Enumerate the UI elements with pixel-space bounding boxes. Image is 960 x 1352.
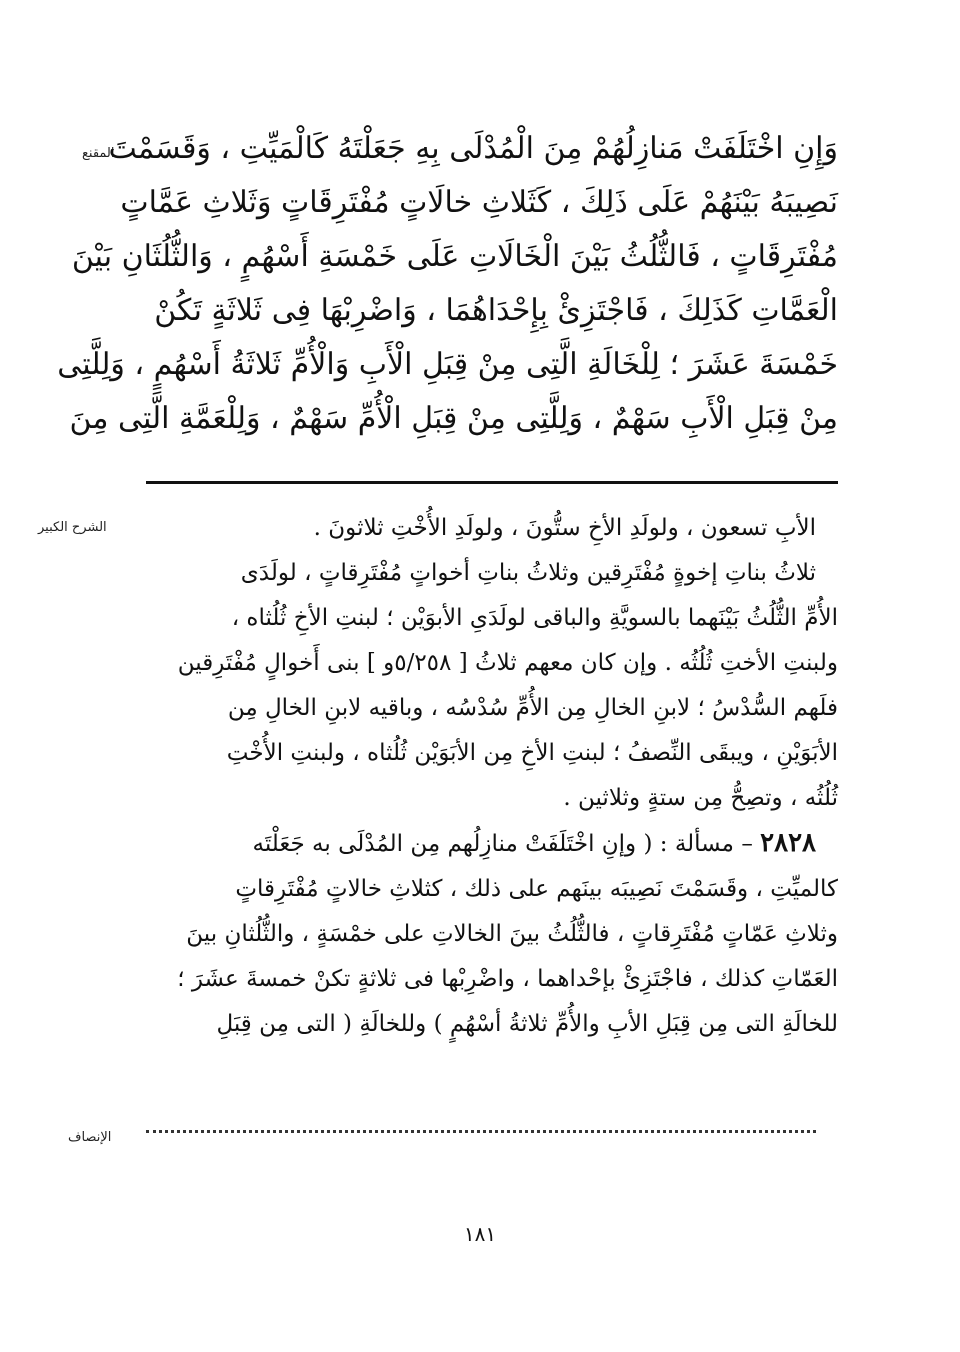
sharh-line: الأبَوَيْنِ ، ويبقَى النِّصفُ ؛ لبنتِ الأخِ مِن الأبَوَيْن ثُلُثاه ، ولبنتِ الأُخْتِ xyxy=(226,740,838,766)
sharh-line: فلَهم السُّدْسُ ؛ لابنِ الخالِ مِن الأُمِّ سُدْسُه ، وباقيه لابنِ الخالِ مِن xyxy=(227,695,838,721)
issue-lead-text: – مسألة : ( وإنِ اخْتَلَفَتْ منازِلُهم مِن المُدْلَى به جَعَلْتَه xyxy=(252,831,761,857)
muqni-line: مِنْ قِبَلِ الْأَبِ سَهْمٌ ، وَلِلَّتِى مِنْ قِبَلِ الْأُمِّ سَهْمٌ ، وَلِلْعَمَّةِ الَّتِى مِنَ xyxy=(69,401,838,436)
insaf-dotted-line xyxy=(146,1130,816,1133)
sharh-line: كالميِّتِ ، وقَسَمْتَ نَصِيبَه بينَهم على ذلك ، كثلاثِ خالاتٍ مُفْتَرِقاتٍ xyxy=(235,876,838,902)
section-divider xyxy=(146,481,838,484)
muqni-line: مُفْتَرِقَاتٍ ، فَالثُّلُثُ بَيْنَ الْخَالَاتِ عَلَى خَمْسَةِ أَسْهُمٍ ، وَالثُّلُثَانِ بَيْنَ xyxy=(71,239,838,274)
sharh-line: الأُمِّ الثُّلُثُ بَيْنَهما بالسويَّةِ والباقى لولَدَىِ الأبوَيْن ؛ لبنتِ الأخِ ثُلُثاه ، xyxy=(231,605,838,631)
issue-heading-line xyxy=(146,821,838,867)
muqni-line: وَإِنِ اخْتَلَفَتْ مَنازِلُهُمْ مِنَ الْمُدْلَى بِهِ جَعَلْتَهُ كَالْمَيِّتِ ، وَقَسَمْتَ xyxy=(108,131,838,166)
sharh-line: وثلاثِ عَمّاتٍ مُفْتَرِقاتٍ ، فالثُّلُثُ بينَ الخالاتِ على خمْسَةٍ ، والثُّلُثانِ بينَ xyxy=(186,921,838,947)
page-number: ١٨١ xyxy=(463,1222,497,1246)
sharh-line: ثلاثُ بناتِ إخوةٍ مُفْتَرِقين وثلاثُ بناتِ أخواتٍ مُفْتَرِقاتٍ ، لولَدَى xyxy=(240,560,816,586)
label-sharh-kabir: الشرح الكبير xyxy=(38,520,107,535)
muqni-line: نَصِيبَهُ بَيْنَهُمْ عَلَى ذَلِكَ ، كَثَلاثِ خالَاتٍ مُفْتَرِقَاتٍ وَثَلاثِ عَمَّاتٍ xyxy=(120,185,838,220)
muqni-line: الْعَمَّاتِ كَذَلِكَ ، فَاجْتَزِئْ بِإِحْدَاهُمَا ، وَاضْرِبْهَا فِى ثَلاثَةٍ تَكُنْ xyxy=(154,293,838,328)
muqni-line: خَمْسَةَ عَشَرَ ؛ لِلْخَالَةِ الَّتِى مِنْ قِبَلِ الْأَبِ وَالْأُمِّ ثَلاثَةُ أَسْهُمٍ ، وَلِلَّتِى xyxy=(57,347,838,382)
sharh-line: ثُلُثُه ، وتصِحُّ مِن ستةٍ وثلاثين . xyxy=(563,785,838,811)
label-insaf: الإنصاف xyxy=(68,1130,112,1145)
sharh-line: ولبنتِ الأختِ ثُلُثُه . وإن كان معهم ثلاثُ [ ٥/٢٥٨و ] بنى أَخوالٍ مُفْتَرِقين xyxy=(177,650,838,676)
sharh-line: العَمّاتِ كذلك ، فاجْتَزِئْ بإحْداهما ، واضْرِبْها فى ثلاثةٍ تكنْ خمسةَ عشَرَ ؛ xyxy=(177,966,838,992)
sharh-text-block xyxy=(146,506,838,1047)
sharh-line: للخالَةِ التى مِن قِبَلِ الأبِ والأُمِّ ثلاثةُ أسْهُمٍ ) وللخالَةِ ( التى مِن قِبَلِ xyxy=(216,1011,838,1037)
label-muqni: المقنع xyxy=(82,146,115,161)
sharh-line: الأبِ تسعون ، ولولَدِ الأخِ ستُّونَ ، ولولَدِ الأُخْتِ ثلاثونَ . xyxy=(313,515,816,541)
issue-number: ٢٨٢٨ xyxy=(760,828,816,858)
